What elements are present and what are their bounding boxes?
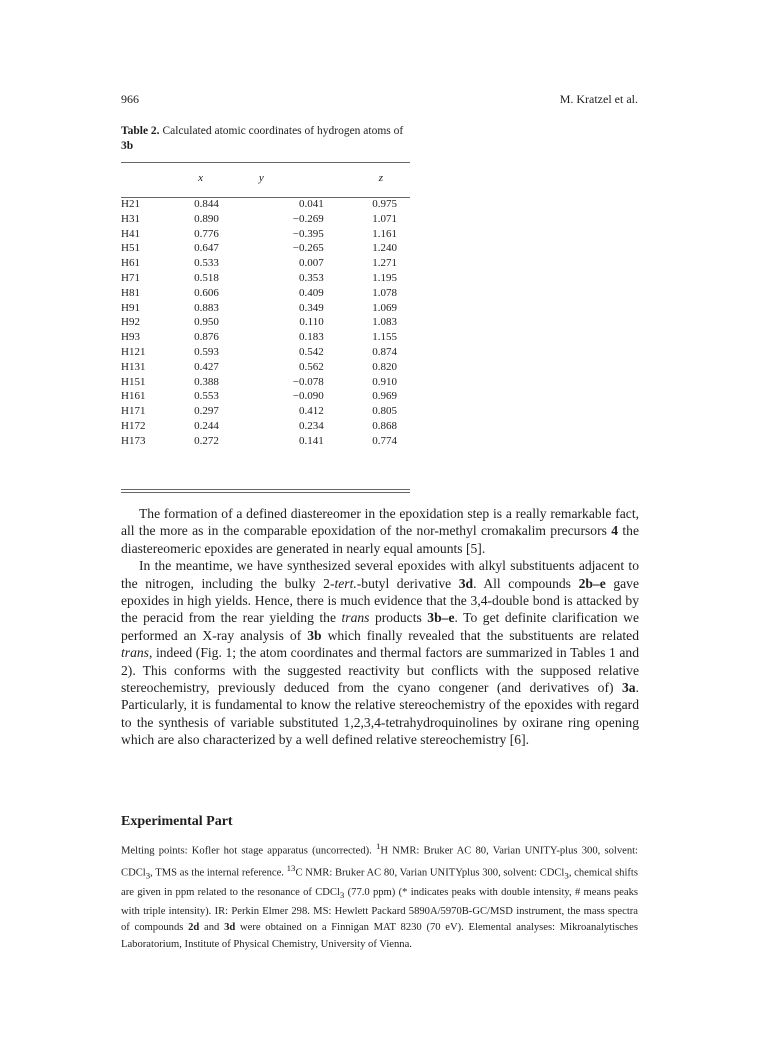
y-value: −0.269 <box>292 212 324 225</box>
x-value: 0.844 <box>194 198 219 210</box>
page-number: 966 <box>121 92 139 106</box>
y-value: 0.183 <box>299 331 324 344</box>
table-row <box>121 434 410 449</box>
z-value: 1.240 <box>372 242 397 255</box>
z-value: 1.069 <box>372 301 397 314</box>
table-row <box>121 360 410 375</box>
paragraph-2: In the meantime, we have synthesized several epoxides with alkyl substituents adjacent to the nitrogen, including the bulky 2-tert.-butyl derivative 3d. All compounds 2b–e gave epoxides in high yields. Hence, there is much evidence that the 3,4-double bond is attacked by the peracid from the rear yielding the trans products 3b–e. To get definite clarification we performed an X-ray analysis of 3b which finally revealed that the substituents are related trans, indeed (Fig. 1; the atom coordinates and thermal factors are summarized in Tables 1 and 2). This conforms with the suggested reactivity but conflicts with the supposed relative stereochemistry, previously deduced from the cyano congener (and derivatives of) 3a. Particularly, it is fundamental to know the relative stereochemistry of the epoxides with regard to the synthesis of variable substituted 1,2,3,4-tetrahydroquinolines by oxirane ring opening which are also characterized by a well defined relative stereochemistry [6]. <box>121 558 639 748</box>
paragraph-1: The formation of a defined diastereomer in the epoxidation step is a really remarkable fact, all the more as in the comparable epoxidation of the nor-methyl cromakalim precursors 4 the diastereomeric epoxides are generated in nearly equal amounts [5]. <box>121 506 639 556</box>
atom-label: H121 <box>121 345 146 358</box>
table-row <box>121 315 410 330</box>
table-row <box>121 301 410 316</box>
y-value: 0.412 <box>299 405 324 418</box>
y-value: −0.078 <box>292 375 324 388</box>
z-value: 1.083 <box>372 316 397 329</box>
y-value: 0.542 <box>299 345 324 358</box>
z-value: 1.161 <box>372 227 397 240</box>
table-row <box>121 404 410 419</box>
col-header-atom <box>121 170 194 186</box>
x-value: 0.950 <box>194 316 219 329</box>
atom-label: H71 <box>121 271 140 284</box>
y-value: 0.110 <box>299 316 324 329</box>
x-value: 0.427 <box>194 360 219 373</box>
table-row <box>121 241 410 256</box>
z-value: 1.195 <box>372 271 397 284</box>
y-value: 0.041 <box>299 198 324 210</box>
y-value: 0.353 <box>299 271 324 284</box>
table-row <box>121 212 410 227</box>
atom-label: H131 <box>121 360 146 373</box>
x-value: 0.883 <box>194 301 219 314</box>
y-value: −0.395 <box>292 227 324 240</box>
table-row <box>121 271 410 286</box>
table-label: Table 2. <box>121 125 160 137</box>
y-value: 0.349 <box>299 301 324 314</box>
table-top-rule <box>121 162 410 163</box>
atom-label: H151 <box>121 375 146 388</box>
table-caption <box>121 124 413 154</box>
atom-label: H172 <box>121 419 146 432</box>
table-row <box>121 389 410 404</box>
y-value: 0.141 <box>299 434 324 447</box>
body-text <box>121 505 639 749</box>
z-value: 1.155 <box>372 331 397 344</box>
x-value: 0.244 <box>194 419 219 432</box>
table-bottom-rule-2 <box>121 492 410 493</box>
table-row <box>121 256 410 271</box>
atom-label: H61 <box>121 257 140 270</box>
z-value: 1.071 <box>372 212 397 225</box>
col-header-z: z <box>378 171 383 184</box>
z-value: 0.910 <box>372 375 397 388</box>
y-value: 0.562 <box>299 360 324 373</box>
z-value: 0.820 <box>372 360 397 373</box>
atom-label: H41 <box>121 227 140 240</box>
atom-label: H31 <box>121 212 140 225</box>
atom-label: H92 <box>121 316 140 329</box>
x-value: 0.272 <box>194 434 219 447</box>
x-value: 0.593 <box>194 345 219 358</box>
x-value: 0.876 <box>194 331 219 344</box>
y-value: −0.090 <box>292 390 324 403</box>
table-bottom-rule <box>121 489 410 490</box>
col-header-y: y <box>258 171 264 184</box>
coordinates-table <box>121 170 410 449</box>
x-value: 0.606 <box>194 286 219 299</box>
z-value: 1.078 <box>372 286 397 299</box>
table-caption-compound: 3b <box>121 140 134 152</box>
y-value: 0.234 <box>299 419 324 432</box>
x-value: 0.553 <box>194 390 219 403</box>
x-value: 0.297 <box>194 405 219 418</box>
table-caption-text: Calculated atomic coordinates of hydrogen atoms of <box>159 125 404 137</box>
z-value: 0.975 <box>372 198 397 210</box>
atom-label: H21 <box>121 198 140 210</box>
x-value: 0.533 <box>194 257 219 270</box>
col-header-x: x <box>198 171 204 184</box>
y-value: 0.409 <box>299 286 324 299</box>
atom-label: H51 <box>121 242 140 255</box>
z-value: 0.868 <box>372 419 397 432</box>
z-value: 1.271 <box>372 257 397 270</box>
z-value: 0.874 <box>372 345 397 358</box>
table-header-row <box>121 170 410 186</box>
running-head: M. Kratzel et al. <box>559 92 638 106</box>
y-value: 0.007 <box>299 257 324 270</box>
x-value: 0.518 <box>194 271 219 284</box>
z-value: 0.805 <box>372 405 397 418</box>
table-row <box>121 197 410 212</box>
table-row <box>121 227 410 242</box>
z-value: 0.969 <box>372 390 397 403</box>
x-value: 0.890 <box>194 212 219 225</box>
x-value: 0.776 <box>194 227 219 240</box>
experimental-text: Melting points: Kofler hot stage apparatus (uncorrected). $^1$H NMR: Bruker AC 80, Varian UNITY-plus 300, solvent: CDCl$_3$, TMS as the internal reference. $^{13}$C NMR: Bruker AC 80, Varian UNITYplus 300, solvent: CDCl$_3$, chemical shifts are given in ppm related to the resonance of CDCl$_3$ (77.0 ppm) (* indicates peaks with double intensity, # means peaks with triple intensity). IR: Perkin Elmer 298. MS: Hewlett Packard 5890A/5970B-GC/MSD instrument, the mass spectra of compounds 2d and 3d were obtained on a Finnigan MAT 8230 (70 eV). Elemental analyses: Mikroanalytisches Laboratorium, Institute of Physical Chemistry, University of Vienna. <box>121 841 639 951</box>
atom-label: H171 <box>121 405 146 418</box>
x-value: 0.388 <box>194 375 219 388</box>
table-row <box>121 345 410 360</box>
table-row <box>121 375 410 390</box>
atom-label: H161 <box>121 390 146 403</box>
atom-label: H93 <box>121 331 140 344</box>
atom-label: H91 <box>121 301 140 314</box>
table-row <box>121 330 410 345</box>
atom-label: H81 <box>121 286 140 299</box>
x-value: 0.647 <box>194 242 219 255</box>
z-value: 0.774 <box>372 434 397 447</box>
table-row <box>121 286 410 301</box>
section-heading-experimental: Experimental Part <box>121 814 233 829</box>
atom-label: H173 <box>121 434 146 447</box>
table-row <box>121 419 410 434</box>
y-value: −0.265 <box>292 242 324 255</box>
